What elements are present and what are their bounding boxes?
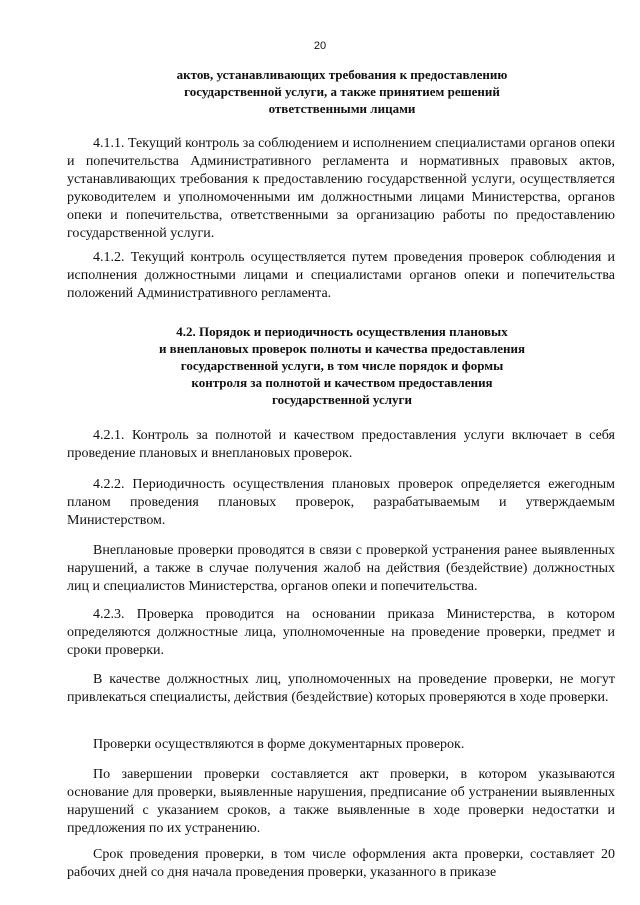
paragraph-authorized-officials: В качестве должностных лиц, уполномоченных на проведение проверки, не могут привлекаться специалисты, действия (бездействие) которых проверяются в ходе проверки.	[67, 672, 615, 705]
section-heading-4-2	[92, 323, 592, 408]
paragraph-unplanned-inspections: Внеплановые проверки проводятся в связи с проверкой устранения ранее выявленных нарушений, а также в случае получения жалоб на действия (бездействие) должностных лиц и специалистов Министерства, органов опеки и попечительства.	[67, 543, 615, 594]
section-heading-4-1-continued	[92, 66, 592, 117]
heading-line: и внеплановых проверок полноты и качества предоставления	[158, 341, 526, 356]
page-number: 20	[313, 40, 327, 52]
paragraph-inspection-term: Срок проведения проверки, в том числе оформления акта проверки, составляет 20 рабочих дней со дня начала проведения проверки, указанного в приказе	[67, 847, 615, 880]
paragraph-4-1-2: 4.1.2. Текущий контроль осуществляется путем проведения проверок соблюдения и исполнения должностными лицами и специалистами органов опеки и попечительства положений Административного регламента.	[67, 250, 615, 301]
heading-line: 4.2. Порядок и периодичность осуществления плановых	[176, 324, 508, 339]
paragraph-4-2-1: 4.2.1. Контроль за полнотой и качеством предоставления услуги включает в себя проведение плановых и внеплановых проверок.	[67, 428, 615, 461]
heading-line: актов, устанавливающих требования к предоставлению	[176, 67, 508, 82]
paragraph-4-2-2: 4.2.2. Периодичность осуществления плановых проверок определяется ежегодным планом проведения плановых проверок, разрабатываемым и утверждаемым Министерством.	[67, 477, 615, 528]
paragraph-documentary-inspections: Проверки осуществляются в форме документарных проверок.	[93, 737, 465, 752]
paragraph-4-2-3: 4.2.3. Проверка проводится на основании приказа Министерства, в котором определяются должностные лица, уполномоченные на проведение проверки, предмет и сроки проверки.	[67, 607, 615, 658]
heading-line: контроля за полнотой и качеством предоставления	[191, 375, 493, 390]
heading-line: государственной услуги, в том числе порядок и формы	[180, 358, 504, 373]
paragraph-4-1-1: 4.1.1. Текущий контроль за соблюдением и исполнением специалистами органов опеки и попечительства Административного регламента и нормативных правовых актов, устанавливающих требования к предоставлению государственной услуги, осуществляется руководителем и уполномоченными им должностными лицами Министерства, органов опеки и попечительства, ответственными за организацию работы по предоставлению государственной услуги.	[67, 136, 615, 241]
paragraph-inspection-act: По завершении проверки составляется акт проверки, в котором указываются основание для проверки, выявленные нарушения, предписание об устранении выявленных нарушений с указанием сроков, а также выявленные в ходе проверки недостатки и предложения по их устранению.	[67, 767, 615, 836]
heading-line: государственной услуги, а также принятием решений	[184, 84, 500, 99]
heading-line: государственной услуги	[272, 392, 412, 407]
heading-line: ответственными лицами	[268, 101, 416, 116]
